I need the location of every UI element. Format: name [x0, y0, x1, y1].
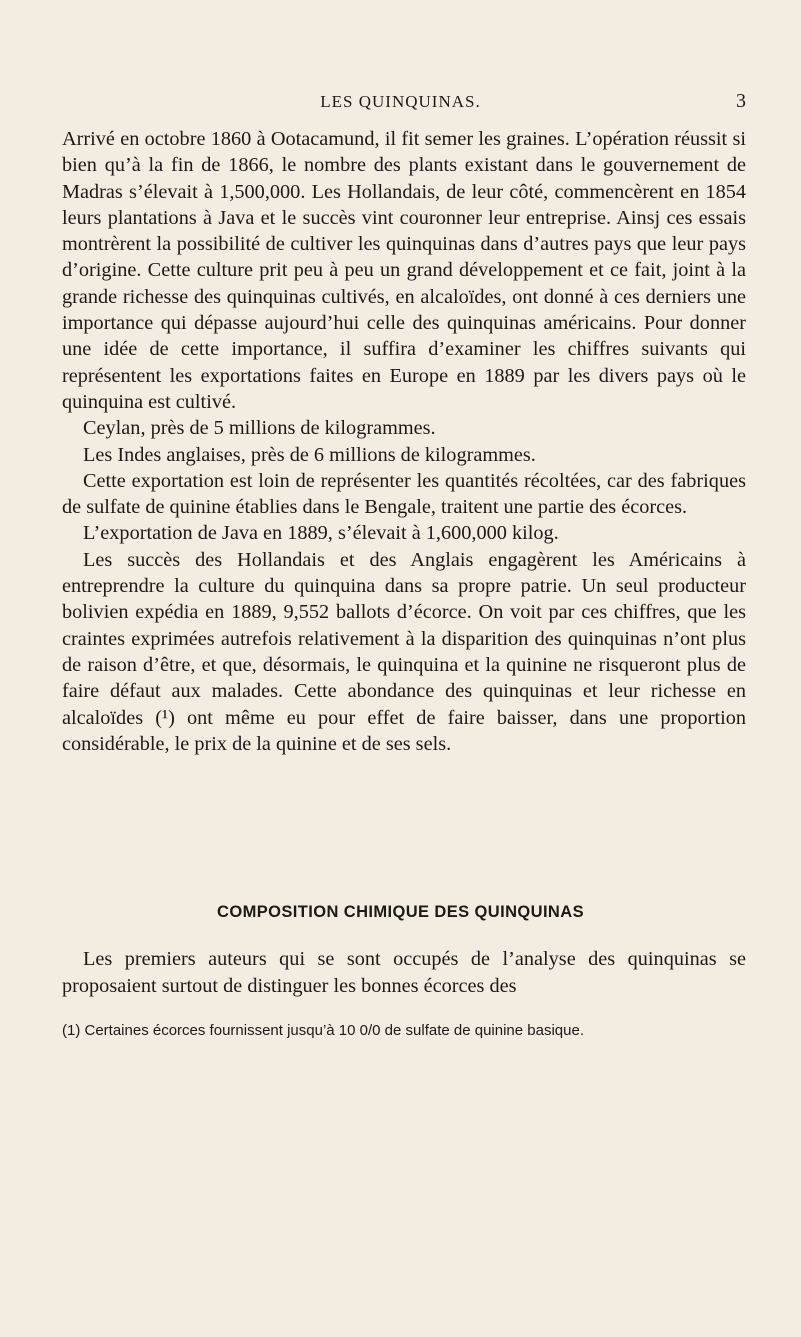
running-title: LES QUINQUINAS.	[320, 92, 481, 111]
paragraph: L’exportation de Java en 1889, s’élevait à 1,600,000 kilog.	[83, 522, 559, 545]
paragraph: Arrivé en octobre 1860 à Ootacamund, il fit semer les graines. L’opération réussit si bien qu’à la fin de 1866, le nombre des plants existant dans le gouvernement de Madras s’élevait à 1,500,000. Les Hollandais, de leur côté, commencèrent en 1854 leurs plantations à Java et le succès vint couronner leur entreprise. Ainsj ces essais montrèrent la possibilité de cultiver les quinquinas dans d’autres pays que leur pays d’origine. Cette culture prit peu à peu un grand développement et ce fait, joint à la grande richesse des quinquinas cultivés, en alcaloïdes, ont donné à ces derniers une importance qui dépasse aujourd’hui celle des quinquinas américains. Pour donner une idée de cette importance, il suffira d’examiner les chiffres suivants qui représentent les exportations faites en Europe en 1889 par les divers pays où le quinquina est cultivé.	[62, 128, 746, 413]
paragraph: Cette exportation est loin de représenter les quantités récoltées, car des fabriques de sulfate de quinine établies dans le Bengale, traitent une partie des écorces.	[62, 469, 746, 519]
paragraph: Les Indes anglaises, près de 6 millions de kilogrammes.	[83, 443, 536, 466]
paragraph: Les premiers auteurs qui se sont occupés de l’analyse des quinquinas se proposaient surtout de distinguer les bonnes écorces des	[62, 948, 746, 997]
page-header	[0, 90, 801, 120]
section-title: COMPOSITION CHIMIQUE DES QUINQUINAS	[217, 903, 584, 921]
page-number: 3	[736, 90, 746, 112]
paragraph: Ceylan, près de 5 millions de kilogrammes.	[83, 417, 436, 440]
footnote: (1) Certaines écorces fournissent jusqu’à 10 0/0 de sulfate de quinine basique.	[62, 1022, 584, 1039]
body-text	[62, 126, 746, 757]
paragraph: Les succès des Hollandais et des Anglais engagèrent les Américains à entreprendre la culture du quinquina dans sa propre patrie. Un seul producteur bolivien expédia en 1889, 9,552 ballots d’écorce. On voit par ces chiffres, que les craintes exprimées autrefois relativement à la disparition des quinquinas n’ont plus de raison d’être, et que, désormais, le quinquina et la quinine ne risqueront plus de faire défaut aux malades. Cette abondance des quinquinas et leur richesse en alcaloïdes (¹) ont même eu pour effet de faire baisser, dans une proportion considérable, le prix de la quinine et de ses sels.	[62, 548, 746, 755]
section-text	[62, 946, 746, 1000]
